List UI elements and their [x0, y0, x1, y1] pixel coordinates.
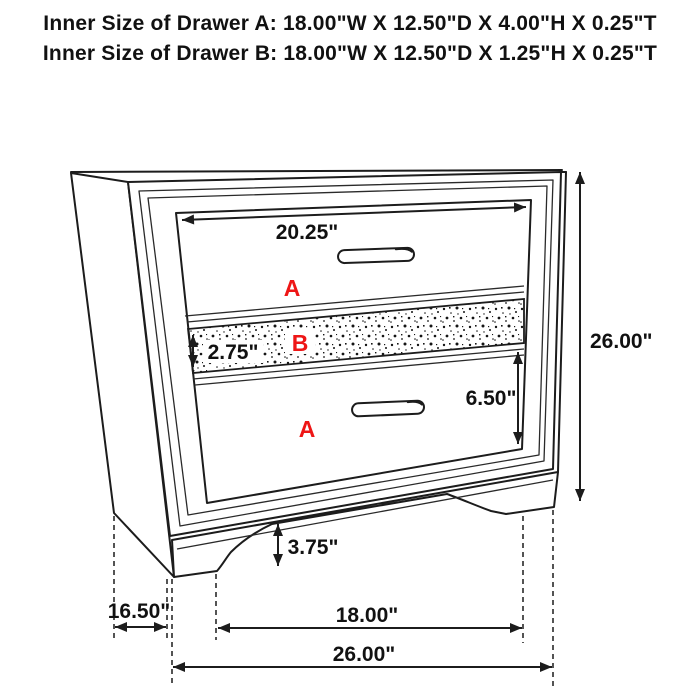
header-line-2: Inner Size of Drawer B: 18.00"W X 12.50"D X 1.25"H X 0.25"T — [42, 42, 658, 65]
dim-opening-width-label: 20.25" — [275, 221, 339, 244]
header — [0, 9, 700, 69]
dim-foot-height-label: 3.75" — [287, 536, 339, 559]
label-band-b: B — [291, 330, 309, 356]
dim-total-width-label: 26.00" — [332, 643, 396, 666]
label-drawer-a-top: A — [283, 275, 301, 301]
dim-band-height-label: 2.75" — [207, 341, 259, 364]
dim-inner-width-label: 18.00" — [335, 604, 399, 627]
dim-side-depth-label: 16.50" — [107, 600, 171, 623]
header-line-1: Inner Size of Drawer A: 18.00"W X 12.50"D X 4.00"H X 0.25"T — [43, 12, 657, 35]
dim-bottom-drawer-height-label: 6.50" — [465, 387, 517, 410]
top-slab-back-edge — [71, 170, 562, 172]
top-drawer-handle — [338, 248, 414, 264]
label-drawer-a-bottom: A — [298, 416, 316, 442]
bottom-drawer-handle — [352, 400, 424, 416]
dim-total-height-label: 26.00" — [590, 330, 653, 353]
